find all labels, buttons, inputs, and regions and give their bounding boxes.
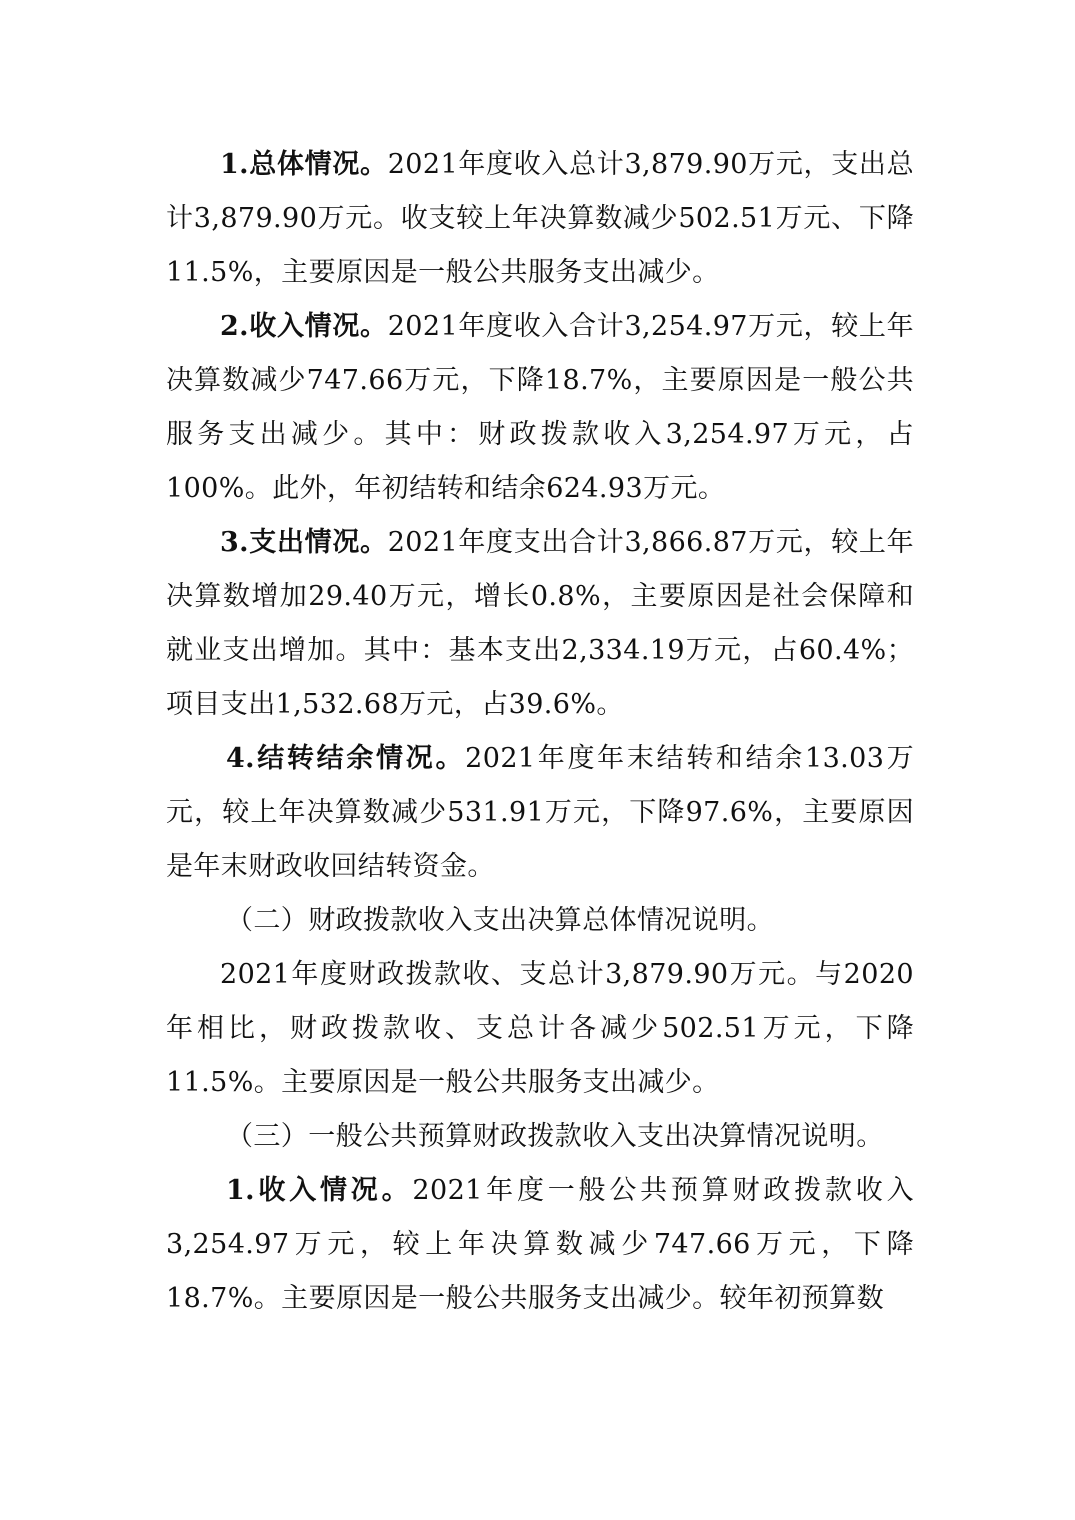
text-carryover: 2021年度年末结转和结余13.03万元，较上年决算数减少531.91万元，下降97.6%，主要原因是年末财政收回结转资金。 <box>166 743 915 882</box>
paragraph-general-budget-income <box>166 1164 914 1326</box>
paragraph-expenditure <box>166 516 914 732</box>
text-general-budget-income: 2021年度一般公共预算财政拨款收入3,254.97万元，较上年决算数减少747.66万元，下降18.7%。主要原因是一般公共服务支出减少。较年初预算数 <box>166 1175 914 1314</box>
heading-general-budget-income: 1.收入情况。 <box>226 1175 413 1206</box>
section-heading-general-budget: （三）一般公共预算财政拨款收入支出决算情况说明。 <box>226 1121 884 1152</box>
section-heading-fiscal-appropriation: （二）财政拨款收入支出决算总体情况说明。 <box>226 905 774 936</box>
heading-expenditure: 3.支出情况。 <box>220 527 388 558</box>
paragraph-carryover <box>166 732 914 894</box>
text-overall: 2021年度收入总计3,879.90万元，支出总计3,879.90万元。收支较上年决算数减少502.51万元、下降11.5%，主要原因是一般公共服务支出减少。 <box>166 149 914 288</box>
heading-overall: 1.总体情况。 <box>220 149 388 180</box>
text-income: 2021年度收入合计3,254.97万元，较上年决算数减少747.66万元，下降18.7%，主要原因是一般公共服务支出减少。其中：财政拨款收入3,254.97万元，占100%。此外，年初结转和结余624.93万元。 <box>166 311 914 504</box>
paragraph-fiscal-appropriation: 2021年度财政拨款收、支总计3,879.90万元。与2020年相比，财政拨款收、支总计各减少502.51万元，下降11.5%。主要原因是一般公共服务支出减少。 <box>166 959 914 1098</box>
text-expenditure: 2021年度支出合计3,866.87万元，较上年决算数增加29.40万元，增长0.8%，主要原因是社会保障和就业支出增加。其中：基本支出2,334.19万元，占60.4%；项目支出1,532.68万元，占39.6%。 <box>166 527 914 720</box>
document-body <box>166 138 914 1326</box>
paragraph-overall <box>166 138 914 300</box>
heading-carryover: 4.结转结余情况。 <box>226 743 466 774</box>
paragraph-income <box>166 300 914 516</box>
heading-income: 2.收入情况。 <box>220 311 388 342</box>
